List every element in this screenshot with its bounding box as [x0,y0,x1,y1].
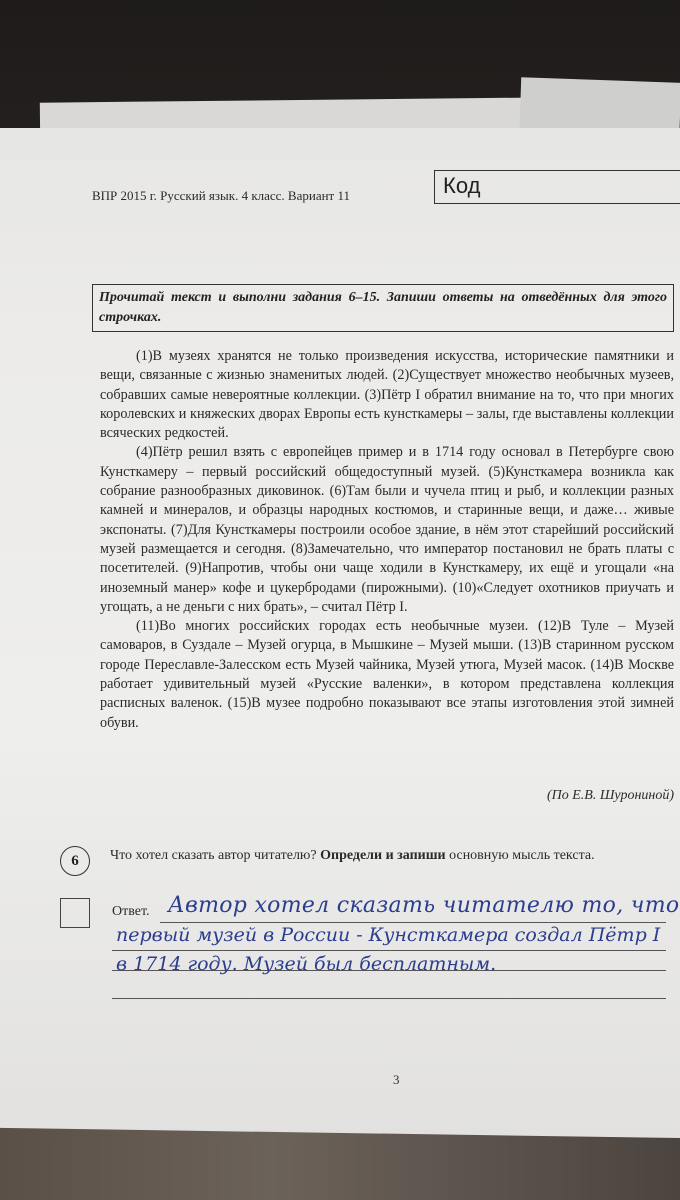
question-text-part: Что хотел сказать автор читателю? [110,848,321,863]
instruction-box: Прочитай текст и выполни задания 6–15. Запиши ответы на отведённых для этого строчках. [92,284,674,332]
question-text [110,846,676,865]
answer-line[interactable] [112,950,666,951]
page-header-title: ВПР 2015 г. Русский язык. 4 класс. Вариант 11 [92,188,351,203]
source-citation: (По Е.В. Шурониной) [546,788,674,803]
question-text-part: основную мысль текста. [445,848,595,863]
score-box[interactable] [60,898,90,928]
answer-line[interactable] [112,998,666,999]
code-field[interactable] [434,170,680,204]
paragraph: (11)Во многих российских городах есть необычные музеи. (12)В Туле – Музей самоваров, в Суздале – Музей огурца, в Мышкине – Музей мыши. (13)В старинном русском городе Переславле-Залесском есть Музей чайника, Музей утюга, Музей масок. (14)В Москве работает удивительный музей «Русские валенки», в котором представлена коллекция расписных валенок. (15)В музее подробно показывают все этапы изготовления этой зимней обуви. [100,618,674,731]
answer-line[interactable] [160,922,666,923]
page-number: 3 [393,1072,400,1087]
question-text-bold: Определи и запиши [320,848,446,863]
paragraph: (4)Пётр решил взять с европейцев пример и в 1714 году основал в Петербурге свою Кунсткамеру – первый российский общедоступный музей. (5)Кунсткамера возникла как собрание разнообразных диковинок. (6)Там были и чучела птиц и рыб, и коллекции разных камней и минералов, и образцы народных костюмов, и старинные вещи, и даже… живые экспонаты. (7)Для Кунсткамеры построили особое здание, в нём этот старейший российский музей размещается и сегодня. (8)Замечательно, что император постановил не брать платы с посетителей. (9)Напротив, чтобы они чаще ходили в Кунсткамеру, их ещё и угощали «на иноземный манер» кофе и цукербродами (пирожными). (10)«Следует охотников приучать и угощать, а не деньги с них брать», – считал Пётр I. [100,444,674,615]
paragraph: (1)В музеях хранятся не только произведения искусства, исторические памятники и вещи, связанные с жизнью знаменитых людей. (2)Существует множество необычных музеев, собравших самые невероятные коллекции. (3)Пётр I обратил внимание на то, что при многих королевских и княжеских дворах Европы есть кунсткамеры – залы, где выставлены коллекции всяческих редкостей. [100,348,674,442]
handwritten-answer-line: Автор хотел сказать читателю то, что [168,893,680,918]
answer-label: Ответ. [112,904,150,919]
question-number: 6 [60,846,90,876]
code-label: Код [443,173,481,198]
handwritten-answer-line: в 1714 году. Музей был бесплатным. [116,953,497,975]
handwritten-answer-line: первый музей в России - Кунсткамера создал Пётр I [116,924,661,946]
reading-text [100,347,674,733]
